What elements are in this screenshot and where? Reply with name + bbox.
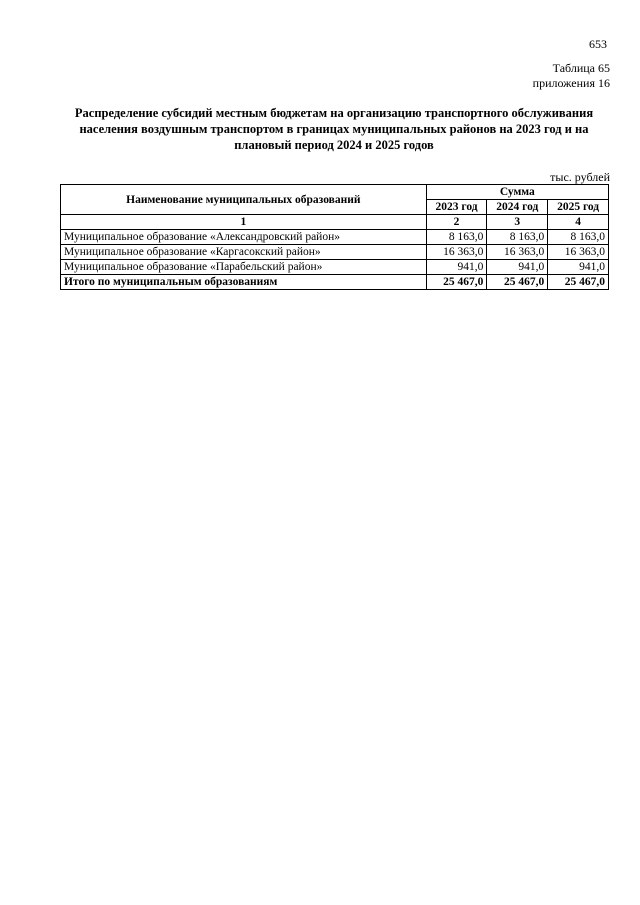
table-row — [61, 245, 609, 260]
units-label: тыс. рублей — [550, 170, 610, 184]
table-total-row — [61, 275, 609, 290]
table-header-row — [61, 185, 609, 200]
header-year-2025: 2025 год — [548, 200, 609, 215]
header-sum: Сумма — [426, 185, 608, 200]
header-year-2024: 2024 год — [487, 200, 548, 215]
column-number: 1 — [61, 215, 427, 230]
column-number: 3 — [487, 215, 548, 230]
table-caption-number: Таблица 65 — [552, 61, 610, 75]
amount-2024: 941,0 — [487, 260, 548, 275]
column-number: 2 — [426, 215, 487, 230]
municipality-name: Муниципальное образование «Александровский район» — [61, 230, 427, 245]
header-municipality-name: Наименование муниципальных образований — [61, 185, 427, 215]
municipality-name: Муниципальное образование «Каргасокский район» — [61, 245, 427, 260]
table-row — [61, 260, 609, 275]
total-2024: 25 467,0 — [487, 275, 548, 290]
amount-2025: 941,0 — [548, 260, 609, 275]
amount-2025: 16 363,0 — [548, 245, 609, 260]
total-2023: 25 467,0 — [426, 275, 487, 290]
amount-2025: 8 163,0 — [548, 230, 609, 245]
table-caption — [533, 61, 610, 91]
total-2025: 25 467,0 — [548, 275, 609, 290]
amount-2023: 8 163,0 — [426, 230, 487, 245]
header-year-2023: 2023 год — [426, 200, 487, 215]
document-title: Распределение субсидий местным бюджетам на организацию транспортного обслуживания населения воздушным транспортом в границах муниципальных районов на 2023 год и на плановый период 2024 и 2025 годов — [74, 106, 594, 152]
municipality-name: Муниципальное образование «Парабельский район» — [61, 260, 427, 275]
total-label: Итого по муниципальным образованиям — [61, 275, 427, 290]
amount-2023: 16 363,0 — [426, 245, 487, 260]
page-number: 653 — [589, 37, 607, 51]
amount-2023: 941,0 — [426, 260, 487, 275]
amount-2024: 8 163,0 — [487, 230, 548, 245]
table-caption-appendix: приложения 16 — [532, 76, 610, 90]
amount-2024: 16 363,0 — [487, 245, 548, 260]
column-number-row — [61, 215, 609, 230]
table-row — [61, 230, 609, 245]
column-number: 4 — [548, 215, 609, 230]
subsidy-table — [60, 184, 609, 290]
